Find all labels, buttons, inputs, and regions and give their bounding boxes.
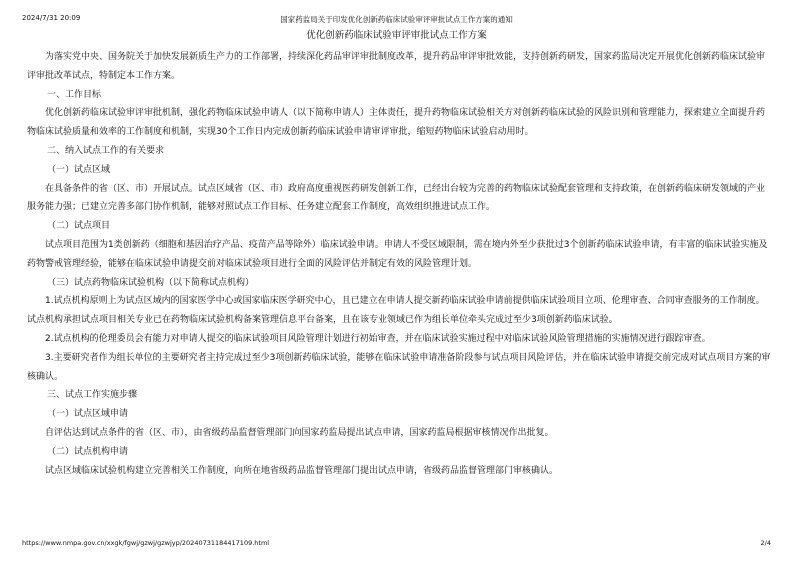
body-paragraph: 优化创新药临床试验审评审批机制，强化药物临床试验申请人（以下简称申请人）主体责任，提升药物临床试验相关方对创新药临床试验的风险识别和管理能力，探索建立全面提升药物临床试验质量和效率的工作制度和机制，实现30个工作日内完成创新药临床试验申请审评审批，缩短药物临床试验启动用时。 bbox=[27, 108, 766, 138]
page-number: 2/4 bbox=[760, 539, 771, 547]
body-paragraph: 3.主要研究者作为组长单位的主要研究者主持完成过至少3项创新药临床试验，能够在临床试验申请准备阶段参与试点项目风险评估，并在临床试验申请提交前完成对试点项目方案的审核确认。 bbox=[27, 352, 771, 382]
body-paragraph: 试点区域临床试验机构建立完善相关工作制度，向所在地省级药品监督管理部门提出试点申请，省级药品监督管理部门审核确认。 bbox=[45, 465, 559, 476]
body-paragraph: 自评估达到试点条件的省（区、市），由省级药品监督管理部门向国家药监局提出试点申请，国家药监局根据审核情况作出批复。 bbox=[45, 427, 554, 438]
section-heading: 二、纳入试点工作的有关要求 bbox=[47, 145, 165, 156]
body-paragraph: 试点项目范围为1类创新药（细胞和基因治疗产品、疫苗产品等除外）临床试验申请。申请人不受区域限制，需在境内外至少获批过3个创新药临床试验申请，有丰富的临床试验实施及药物警戒管理经验，能够在临床试验申请提交前对临床试验项目进行全面的风险评估并制定有效的风险管理计划。 bbox=[27, 239, 768, 269]
subsection-heading: （一）试点区域 bbox=[47, 164, 111, 175]
subsection-heading: （三）试点药物临床试验机构（以下简称试点机构） bbox=[47, 277, 255, 288]
print-datetime: 2024/7/31 20:09 bbox=[22, 14, 81, 22]
section-heading: 一、工作目标 bbox=[47, 89, 102, 100]
document-title: 优化创新药临床试验审评审批试点工作方案 bbox=[306, 30, 487, 41]
subsection-heading: （二）试点机构申请 bbox=[47, 446, 129, 457]
subsection-heading: （一）试点区域申请 bbox=[47, 409, 129, 420]
body-paragraph: 在具备条件的省（区、市）开展试点。试点区域省（区、市）政府高度重视医药研发创新工作，已经出台较为完善的药物临床试验配套管理和支持政策，在创新药临床研发领域的产业服务能力强；已建立完善多部门协作机制，能够对照试点工作目标、任务建立配套工作制度，高效组织推进试点工作。 bbox=[27, 183, 766, 213]
intro-paragraph: 为落实党中央、国务院关于加快发展新质生产力的工作部署，持续深化药品审评审批制度改革，提升药品审评审批效能，支持创新药研发，国家药监局决定开展优化创新药临床试验审评审批改革试点，特制定本工作方案。 bbox=[27, 52, 766, 81]
section-heading: 三、试点工作实施步骤 bbox=[47, 390, 138, 401]
page-header-title: 国家药监局关于印发优化创新药临床试验审评审批试点工作方案的通知 bbox=[280, 15, 513, 24]
subsection-heading: （二）试点项目 bbox=[47, 221, 111, 232]
document-body bbox=[27, 48, 772, 480]
page-url: https://www.nmpa.gov.cn/xxgk/fgwj/gzwj/gzwjyp/20240731184417109.html bbox=[22, 539, 270, 547]
body-paragraph: 1.试点机构原则上为试点区域内的国家医学中心或国家临床医学研究中心，且已建立在申请人提交新药临床试验申请前提供临床试验项目立项、伦理审查、合同审查服务的工作制度。试点机构承担试点项目相关专业已在药物临床试验机构备案管理信息平台备案，且在该专业领域已作为组长单位牵头完成过至少3项创新药临床试验。 bbox=[27, 296, 765, 326]
body-paragraph: 2.试点机构的伦理委员会有能力对申请人提交的临床试验项目风险管理计划进行初始审查，并在临床试验实施过程中对临床试验风险管理措施的实施情况进行跟踪审查。 bbox=[45, 333, 711, 344]
